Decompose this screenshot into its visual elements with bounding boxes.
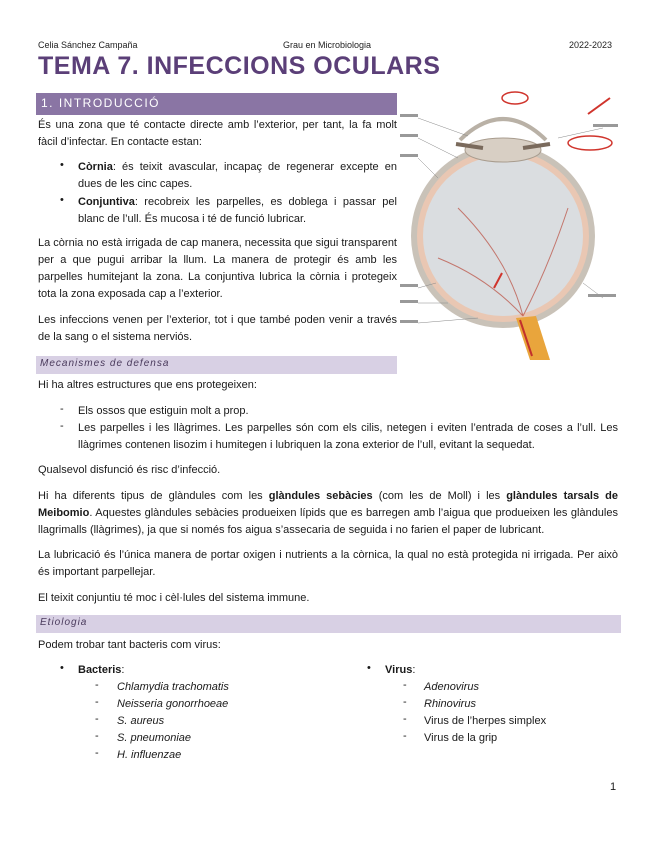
bacteria-heading: Bacteris:	[78, 664, 125, 676]
glands-text-a: Hi ha diferents tipus de glàndules com les	[38, 490, 269, 502]
header-author: Celia Sánchez Campaña	[38, 40, 138, 50]
header-year: 2022-2023	[569, 40, 613, 50]
virus-item: Rhinovirus	[424, 698, 476, 710]
term-cornia: Còrnia	[78, 161, 113, 173]
bacteria-item: Chlamydia trachomatis	[117, 681, 229, 693]
dash-marker: -	[403, 713, 407, 725]
glands-text-c: (com les de Moll) i les	[372, 490, 507, 502]
dash-marker: -	[95, 679, 99, 691]
dash-marker: -	[95, 730, 99, 742]
eye-anatomy-figure	[398, 88, 620, 360]
virus-item: Virus de la grip	[424, 732, 498, 744]
virus-item: Adenovirus	[424, 681, 480, 693]
defense-item-eyelids: Les parpelles i les llàgrimes. Les parpelles són com els cilis, netegen i eviten l’entrada de coses a l’ull. Les llàgrimes contenen lisozim i humitegen i lubriquen la zona exterior de l’ull, evitant la sequedat.	[78, 422, 618, 451]
virus-label: Virus	[385, 664, 413, 676]
bullet-dot: •	[60, 159, 64, 171]
page-title: TEMA 7. INFECCIONS OCULARS	[38, 52, 441, 80]
subsection-heading-defense: Mecanismes de defensa	[40, 358, 170, 369]
eye-anatomy-illustration	[398, 88, 620, 360]
bullet-dot: •	[60, 662, 64, 674]
virus-heading: Virus:	[385, 664, 416, 676]
dash-marker: -	[95, 747, 99, 759]
paragraph-lubrication: La lubricació és l’única manera de portar oxigen i nutrients a la còrnica, la qual no està protegida ni irrigada. Per això és important parpellejar.	[38, 549, 618, 578]
subsection-heading-etiology: Etiologia	[40, 617, 88, 628]
intro-paragraph: És una zona que té contacte directe amb l’exterior, per tant, la fa molt fàcil d’infectar. En contacte estan:	[38, 119, 397, 148]
dash-marker: -	[403, 696, 407, 708]
bacteria-item: Neisseria gonorrhoeae	[117, 698, 229, 710]
bacteria-item: S. pneumoniae	[117, 732, 191, 744]
lens	[465, 138, 541, 162]
dash-marker: -	[60, 420, 64, 432]
list-item-conjuntiva	[78, 194, 397, 228]
dash-marker: -	[403, 679, 407, 691]
cornea	[460, 119, 546, 140]
glands-term-sebaceous: glàndules sebàcies	[268, 490, 373, 502]
dash-marker: -	[60, 403, 64, 415]
term-conjuntiva: Conjuntiva	[78, 196, 135, 208]
subsection-bar-etiology	[36, 615, 621, 633]
paragraph-infections: Les infeccions venen per l’exterior, tot i que també poden venir a través de la sang o el sistema nerviós.	[38, 314, 397, 343]
annotation-arrow-top	[588, 98, 610, 114]
section-heading: 1. INTRODUCCIÓ	[41, 96, 161, 110]
conjunctiva-highlight-circle	[568, 136, 612, 150]
glands-text-d: . Aquestes glàndules sebàcies produeixen lípids que es barregen amb l’aigua que produeixen les glàndules llagrimalls (llàgrimes), ja que si només fos aigua s’assecaria de seguida i no farien el paper de lubricant.	[38, 507, 618, 536]
paragraph-glands	[38, 488, 618, 539]
defense-intro: Hi ha altres estructures que ens protegeixen:	[38, 379, 257, 391]
bullet-dot: •	[367, 662, 371, 674]
bacteria-label: Bacteris	[78, 664, 122, 676]
bullet-dot: •	[60, 194, 64, 206]
text-cornia: : és teixit avascular, incapaç de regenerar excepte en dues de les cinc capes.	[78, 161, 397, 190]
subsection-bar-defense	[36, 356, 397, 374]
virus-item: Virus de l’herpes simplex	[424, 715, 547, 727]
text-conjuntiva: : recobreix les parpelles, es doblega i passar pel blanc de l’ull. És mucosa i té de funció lubricar.	[78, 196, 397, 225]
section-heading-bar	[36, 93, 397, 115]
dash-marker: -	[95, 696, 99, 708]
bacteria-item: H. influenzae	[117, 749, 182, 761]
dash-marker: -	[95, 713, 99, 725]
etiology-intro: Podem trobar tant bacteris com virus:	[38, 639, 221, 651]
bacteria-item: S. aureus	[117, 715, 165, 727]
cornea-highlight-circle	[502, 92, 528, 104]
paragraph-cornia: La còrnia no està irrigada de cap manera, necessita que sigui transparent per a que pugui arribar la llum. La manera de protegir és amb les parpelles humitejant la zona. La conjuntiva lubrica la còrnia i protegeix tota la zona exposada cap a l’exterior.	[38, 237, 397, 300]
glands-term-meibomio: glàndules tarsals de Meibomio	[38, 490, 618, 519]
vitreous-body	[423, 156, 583, 316]
header-course: Grau en Microbiologia	[283, 40, 372, 50]
defense-item-bones: Els ossos que estiguin molt a prop.	[78, 405, 249, 417]
paragraph-dysfunction: Qualsevol disfunció és risc d’infecció.	[38, 464, 221, 476]
list-item-cornia	[78, 159, 397, 193]
page-number: 1	[610, 781, 617, 793]
dash-marker: -	[403, 730, 407, 742]
paragraph-connective: El teixit conjuntiu té moc i cèl·lules del sistema immune.	[38, 592, 310, 604]
